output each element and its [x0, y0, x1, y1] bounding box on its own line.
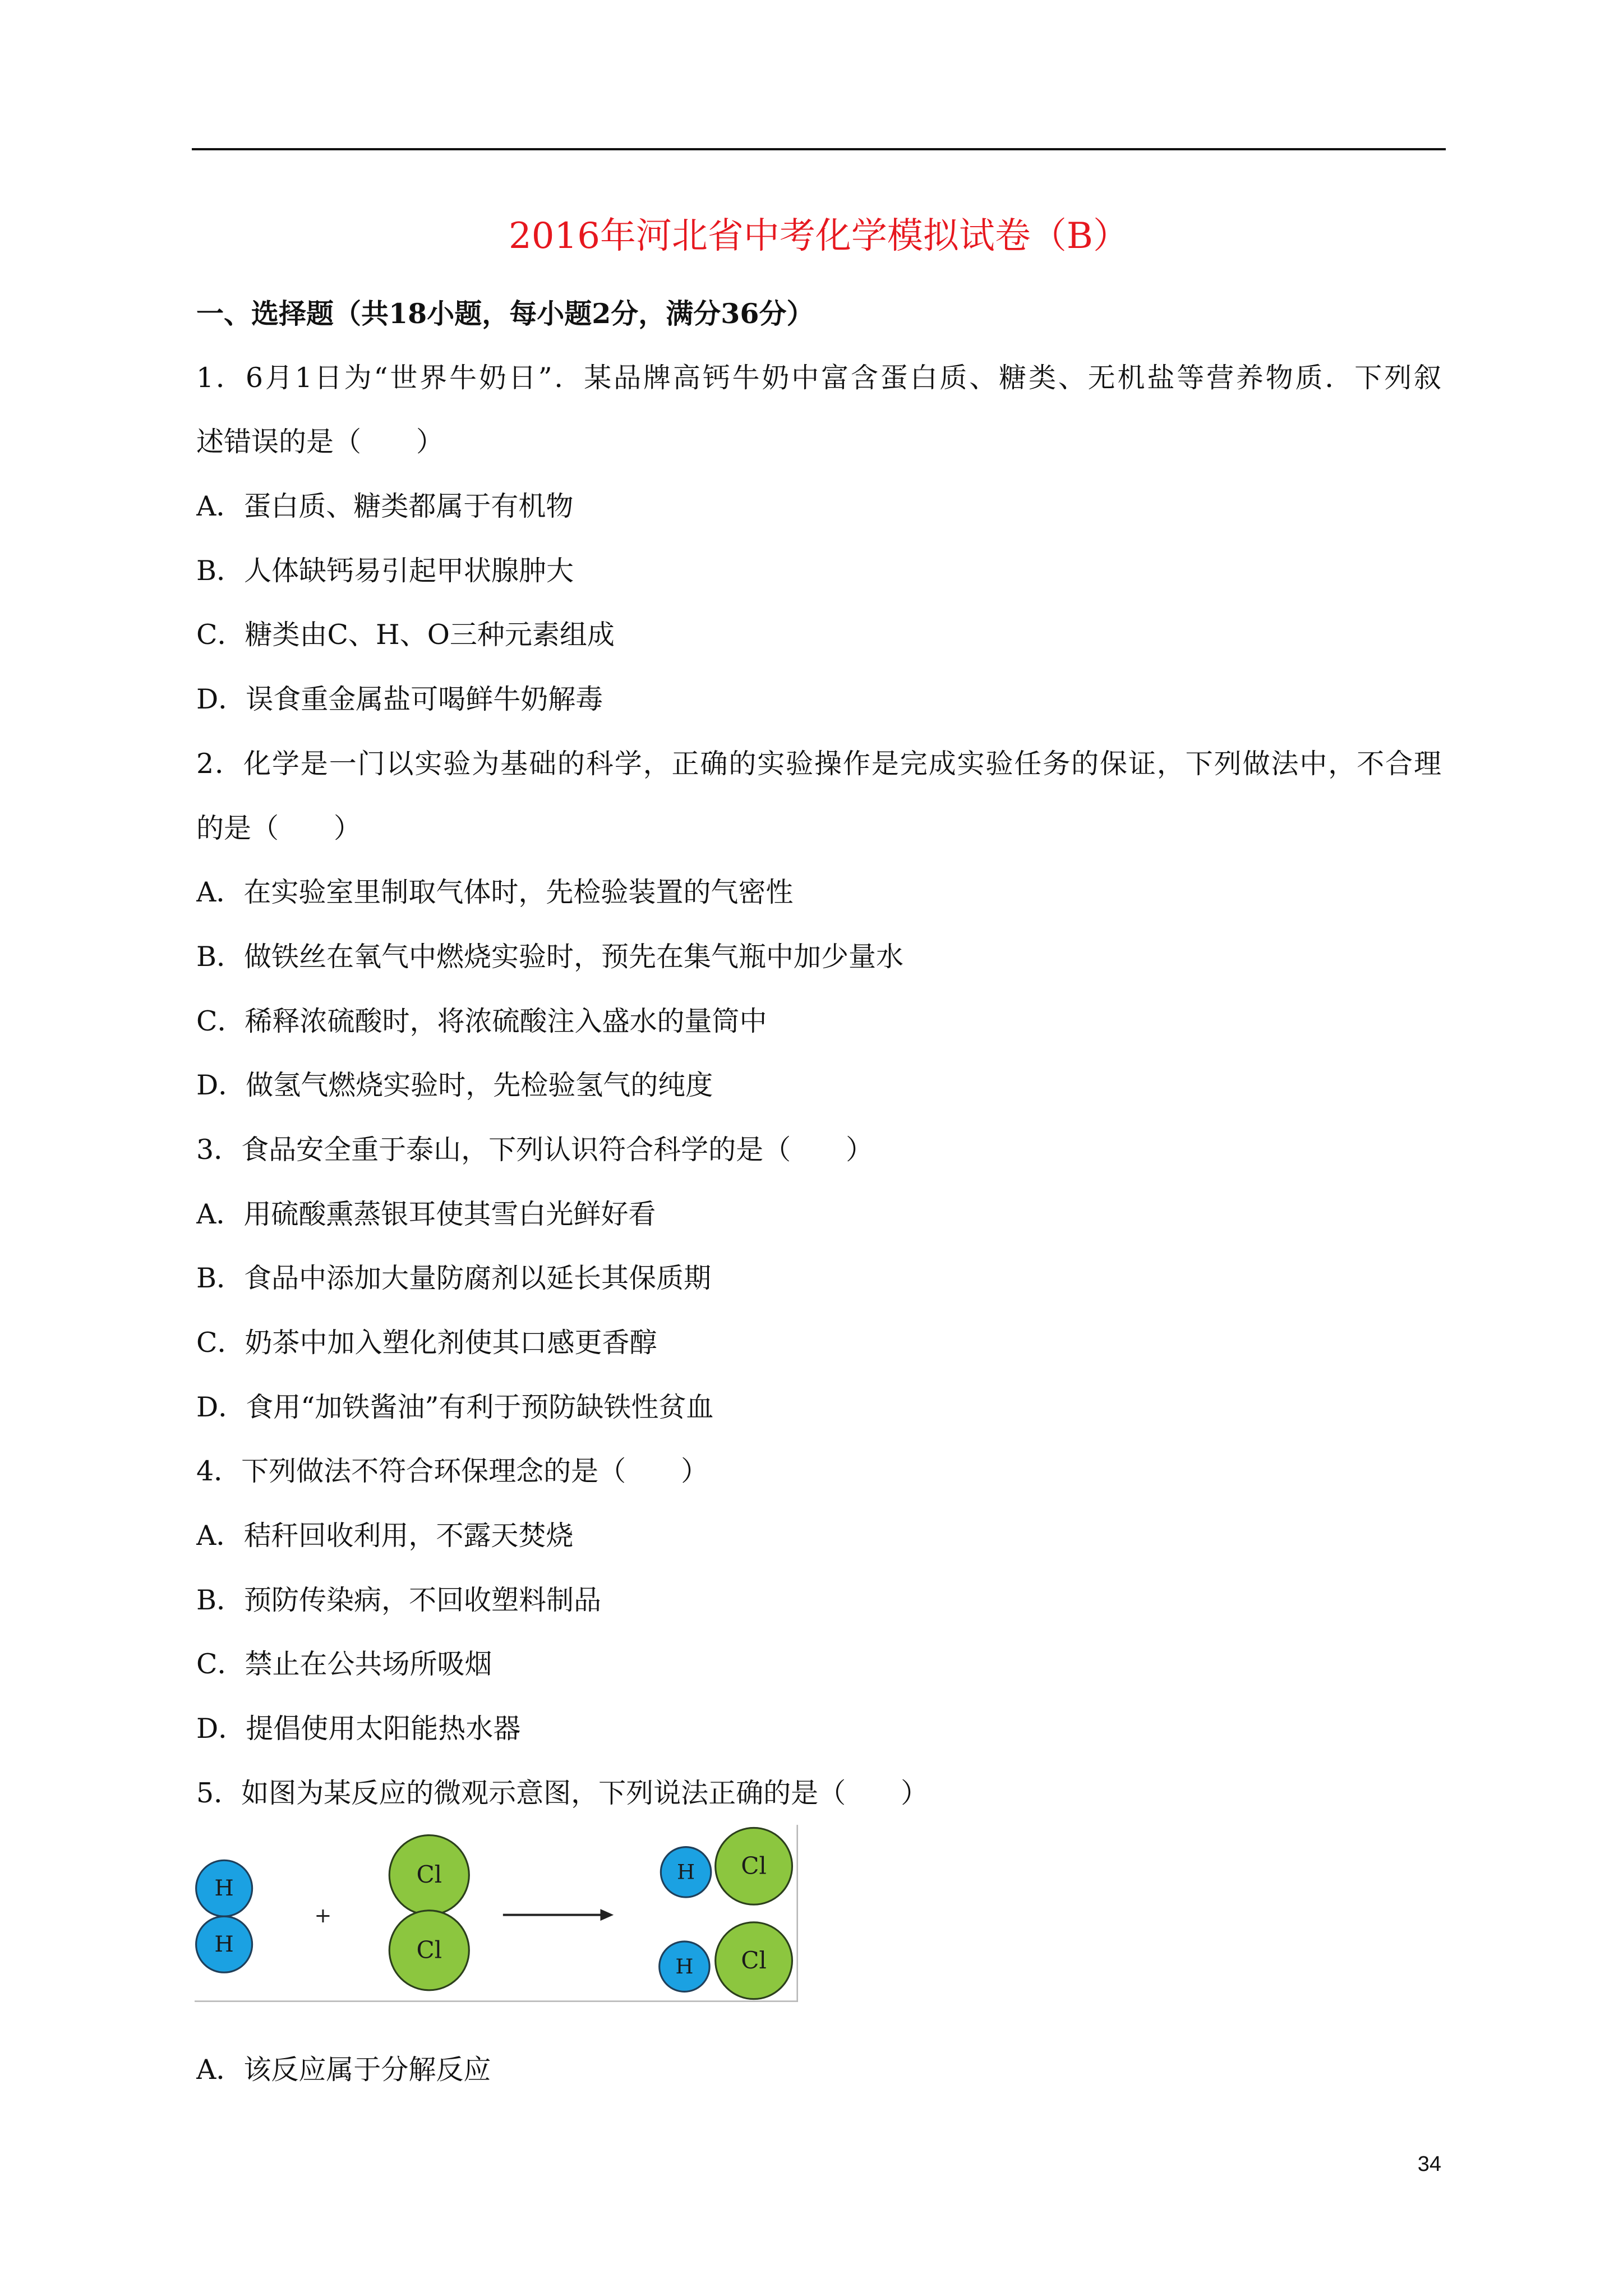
question-stem-line: 5．如图为某反应的微观示意图，下列说法正确的是（ ）	[196, 1777, 929, 1809]
option-c: C．奶茶中加入塑化剂使其口感更香醇	[196, 1327, 657, 1359]
hydrogen-chloride-molecule	[661, 1828, 792, 1904]
hydrogen-label: H	[214, 1931, 234, 1957]
reaction-arrow-icon	[503, 1909, 614, 1921]
hydrogen-label: H	[214, 1875, 234, 1901]
option-b: B．预防传染病，不回收塑料制品	[196, 1584, 602, 1616]
section-heading: 一、选择题（共18小题，每小题2分，满分36分）	[196, 297, 814, 330]
plus-sign: +	[314, 1903, 332, 1927]
exam-content	[196, 282, 1441, 2102]
question-stem-line: 3．食品安全重于泰山，下列认识符合科学的是（ ）	[196, 1133, 874, 1166]
option-b: B．食品中添加大量防腐剂以延长其保质期	[196, 1262, 712, 1295]
question-1	[196, 346, 1441, 732]
option-a: A．蛋白质、糖类都属于有机物	[196, 490, 574, 523]
chlorine-label: Cl	[741, 1851, 767, 1879]
question-stem-line: 的是（ ）	[196, 812, 362, 844]
reaction-micro-diagram	[195, 1825, 798, 2002]
question-stem-line: 2．化学是一门以实验为基础的科学，正确的实验操作是完成实验任务的保证，下列做法中，不合理	[196, 747, 1441, 780]
chlorine-label: Cl	[416, 1860, 442, 1888]
hydrogen-label: H	[676, 1859, 695, 1884]
option-a: A．在实验室里制取气体时，先检验装置的气密性	[196, 876, 794, 909]
question-stem-line: 述错误的是（ ）	[196, 426, 444, 458]
hydrogen-molecule	[196, 1860, 252, 1972]
top-rule	[192, 148, 1446, 150]
chlorine-molecule	[389, 1835, 469, 1990]
option-d: D．食用“加铁酱油”有利于预防缺铁性贫血	[196, 1391, 714, 1423]
page-title: 2016年河北省中考化学模拟试卷（B）	[509, 215, 1129, 257]
option-b: B．做铁丝在氧气中燃烧实验时，预先在集气瓶中加少量水	[196, 940, 904, 973]
question-3	[196, 1118, 1441, 1439]
question-4	[196, 1439, 1441, 1761]
page-number: 34	[1417, 2152, 1441, 2176]
question-stem-line: 4．下列做法不符合环保理念的是（ ）	[196, 1455, 709, 1488]
question-5	[196, 1761, 1441, 2102]
option-c: C．糖类由C、H、O三种元素组成	[196, 619, 615, 651]
option-d: D．提倡使用太阳能热水器	[196, 1713, 521, 1745]
option-a: A．该反应属于分解反应	[196, 2053, 491, 2086]
option-b: B．人体缺钙易引起甲状腺肿大	[196, 554, 574, 587]
question-stem-line: 1．6月1日为“世界牛奶日”．某品牌高钙牛奶中富含蛋白质、糖类、无机盐等营养物质．下列叙	[196, 361, 1441, 394]
hydrogen-chloride-molecule	[660, 1922, 792, 1999]
question-2	[196, 732, 1441, 1118]
option-c: C．禁止在公共场所吸烟	[196, 1648, 492, 1681]
chlorine-label: Cl	[416, 1935, 442, 1963]
option-c: C．稀释浓硫酸时，将浓硫酸注入盛水的量筒中	[196, 1005, 767, 1037]
chlorine-label: Cl	[741, 1946, 767, 1974]
option-a: A．秸秆回收利用，不露天焚烧	[196, 1520, 574, 1552]
option-a: A．用硫酸熏蒸银耳使其雪白光鲜好看	[196, 1198, 656, 1230]
option-d: D．误食重金属盐可喝鲜牛奶解毒	[196, 683, 603, 716]
option-d: D．做氢气燃烧实验时，先检验氢气的纯度	[196, 1069, 713, 1102]
hydrogen-label: H	[675, 1954, 694, 1978]
